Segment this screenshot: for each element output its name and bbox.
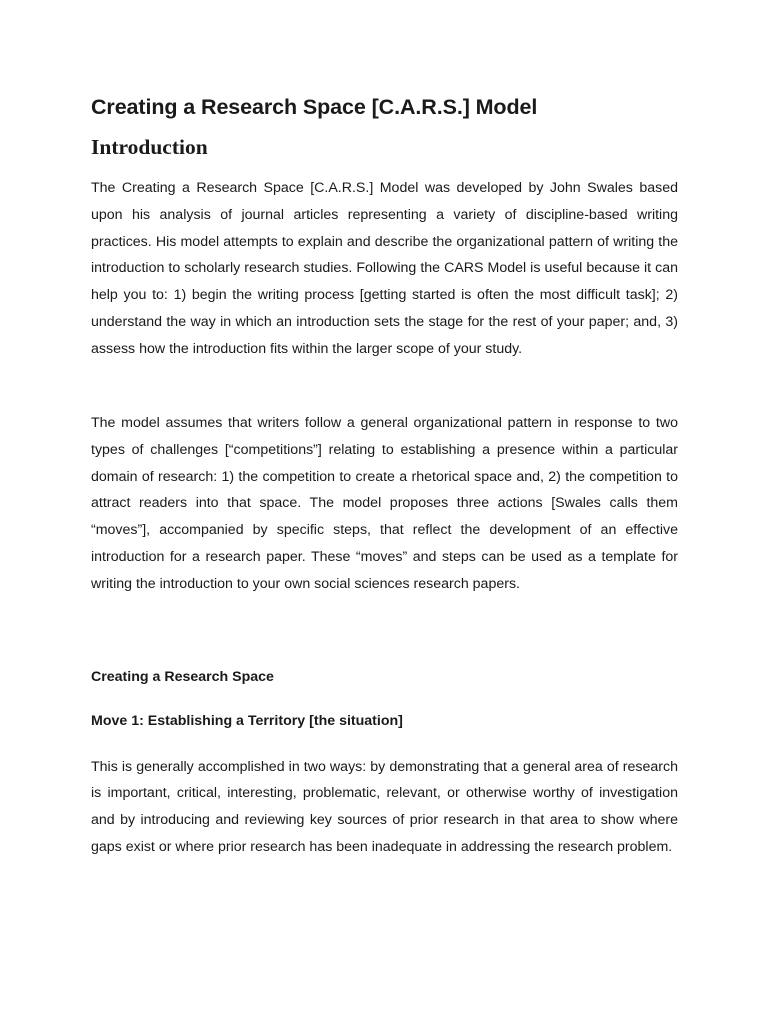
document-body: [91, 92, 678, 861]
section-subheading-move-1: Move 1: Establishing a Territory [the situation]: [91, 712, 403, 729]
document-title: Creating a Research Space [C.A.R.S.] Model: [91, 95, 538, 119]
introduction-heading: Introduction: [91, 135, 208, 159]
intro-paragraph-2: The model assumes that writers follow a general organizational pattern in response to two types of challenges [“competitions”] relating to establishing a presence within a particular domain of research: 1) the competition to create a rhetorical space and, 2) the competition to attract readers into that space. The model proposes three actions [Swales calls them “moves”], accompanied by specific steps, that reflect the development of an effective introduction for a research paper. These “moves” and steps can be used as a template for writing the introduction to your own social sciences research papers.: [91, 415, 678, 592]
intro-paragraph-1: The Creating a Research Space [C.A.R.S.] Model was developed by John Swales based upon his analysis of journal articles representing a variety of discipline-based writing practices. His model attempts to explain and describe the organizational pattern of writing the introduction to scholarly research studies. Following the CARS Model is useful because it can help you to: 1) begin the writing process [getting started is often the most difficult task]; 2) understand the way in which an introduction sets the stage for the rest of your paper; and, 3) assess how the introduction fits within the larger scope of your study.: [91, 180, 678, 357]
section-subheading-creating-space: Creating a Research Space: [91, 668, 274, 685]
move-1-paragraph: This is generally accomplished in two ways: by demonstrating that a general area of research is important, critical, interesting, problematic, relevant, or otherwise worthy of investigation and by introducing and reviewing key sources of prior research in that area to show where gaps exist or where prior research has been inadequate in addressing the research problem.: [91, 758, 678, 855]
